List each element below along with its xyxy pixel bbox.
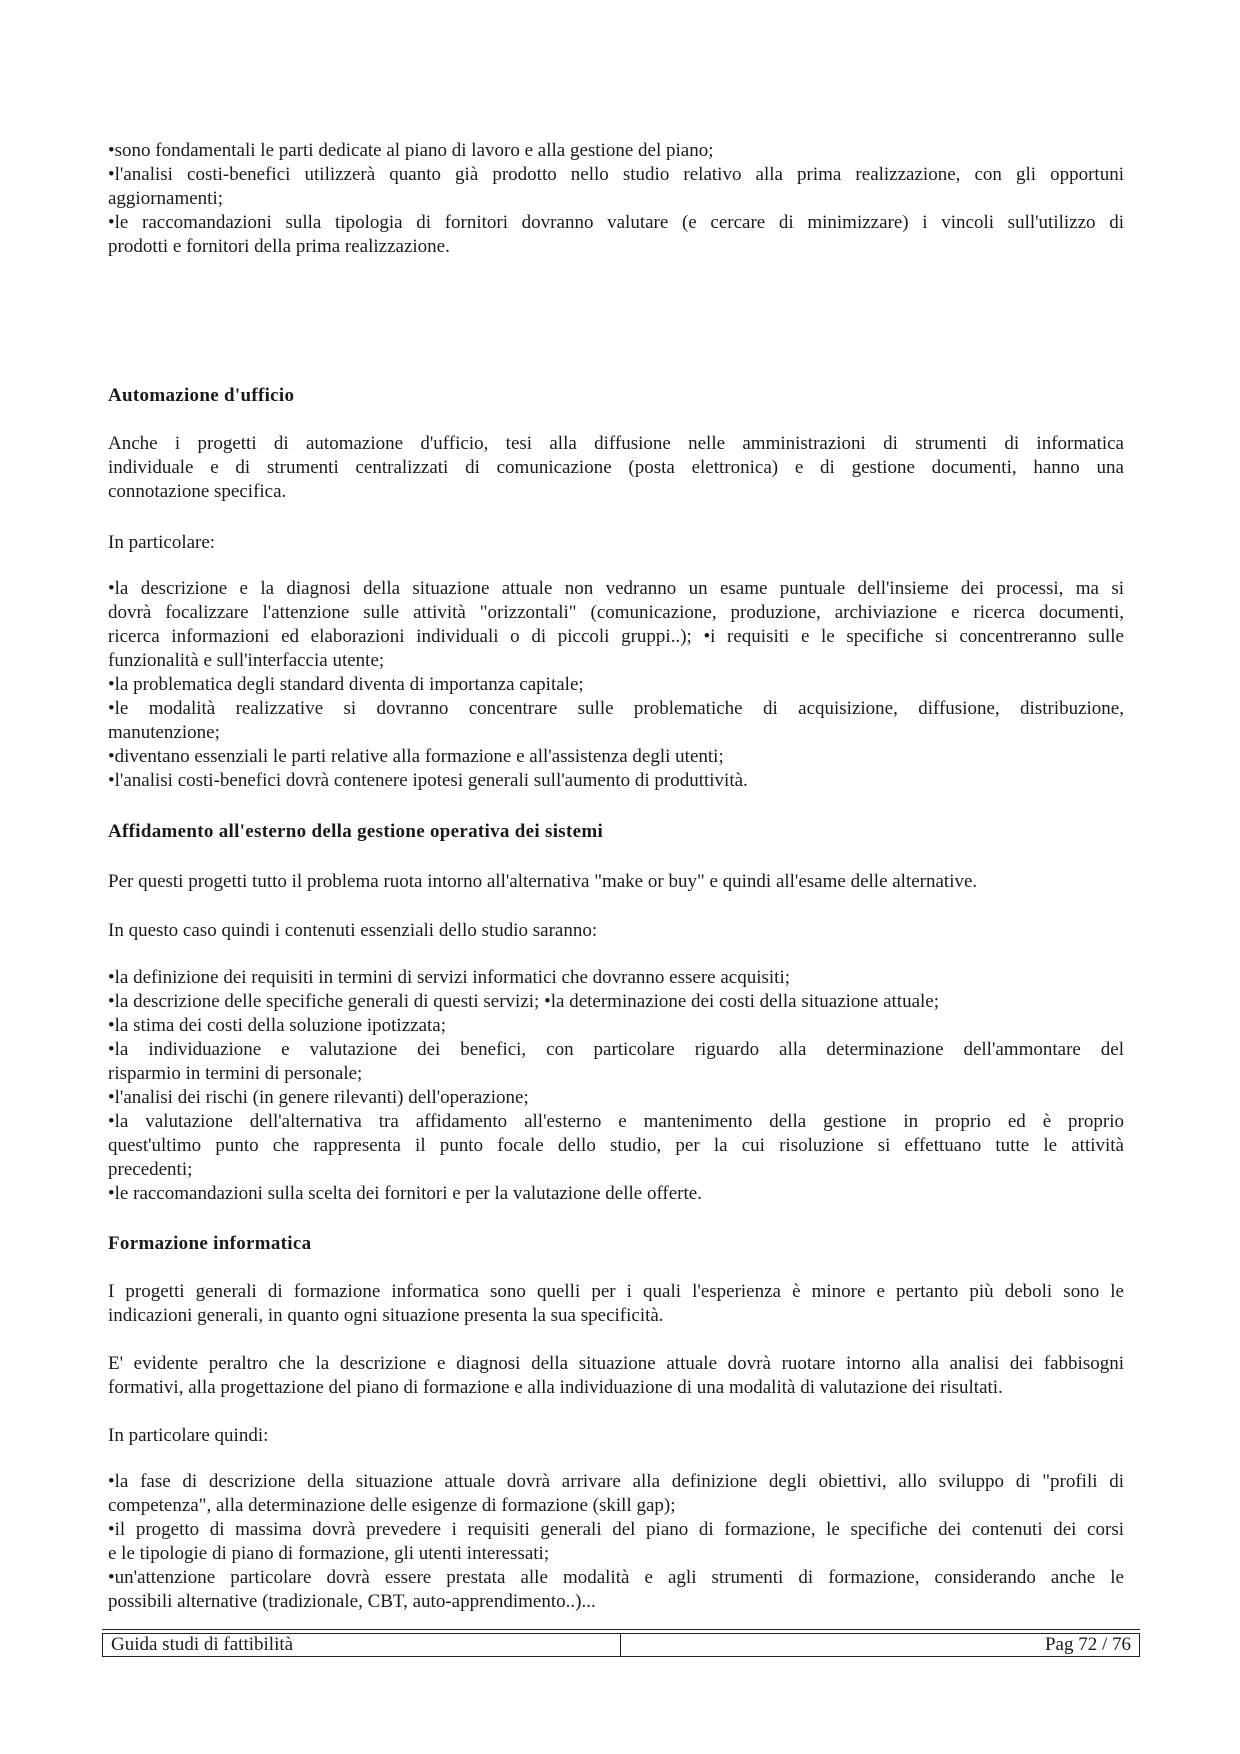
list-item: funzionalità e sull'interfaccia utente; — [108, 650, 385, 671]
section-formazione — [108, 1232, 1124, 1256]
list-item: •l'analisi costi-benefici dovrà contenere ipotesi generali sull'aumento di produttività. — [108, 770, 748, 791]
intro-list — [108, 139, 1124, 259]
section-heading: Affidamento all'esterno della gestione operativa dei sistemi — [108, 821, 604, 842]
section-automazione — [108, 384, 1124, 408]
intro-line: •sono fondamentali le parti dedicate al piano di lavoro e alla gestione del piano; — [108, 140, 714, 161]
section-heading: Automazione d'ufficio — [108, 385, 295, 406]
paragraph-line: E' evidente peraltro che la descrizione e diagnosi della situazione attuale dovrà ruotare intorno alla analisi dei fabbisogni — [108, 1353, 1124, 1374]
section2-paragraph-1 — [108, 870, 1124, 894]
footer-title: Guida studi di fattibilità — [111, 1634, 294, 1655]
section2-paragraph-2 — [108, 919, 1124, 943]
list-item: •la fase di descrizione della situazione attuale dovrà arrivare alla definizione degli obiettivi, allo sviluppo di "profili di — [108, 1471, 1124, 1492]
list-item: quest'ultimo punto che rappresenta il punto focale dello studio, per la cui risoluzione si effettuano tutte le attività — [108, 1135, 1124, 1156]
footer-rule — [102, 1629, 1140, 1630]
list-item: •il progetto di massima dovrà prevedere i requisiti generali del piano di formazione, le specifiche dei contenuti dei corsi — [108, 1519, 1124, 1540]
list-item: •la descrizione delle specifiche generali di questi servizi; •la determinazione dei costi della situazione attuale; — [108, 991, 940, 1012]
section1-paragraph-1 — [108, 432, 1124, 504]
section1-bullets — [108, 577, 1124, 793]
paragraph-line: I progetti generali di formazione informatica sono quelli per i quali l'esperienza è minore e pertanto più deboli sono le — [108, 1281, 1124, 1302]
intro-line: prodotti e fornitori della prima realizzazione. — [108, 236, 450, 257]
list-item: •la valutazione dell'alternativa tra affidamento all'esterno e mantenimento della gestione in proprio ed è proprio — [108, 1111, 1124, 1132]
list-item: •la descrizione e la diagnosi della situazione attuale non vedranno un esame puntuale dell'insieme dei processi, ma si — [108, 578, 1124, 599]
list-item: •diventano essenziali le parti relative alla formazione e all'assistenza degli utenti; — [108, 746, 724, 767]
paragraph-line: In questo caso quindi i contenuti essenziali dello studio saranno: — [108, 920, 598, 941]
intro-line: aggiornamenti; — [108, 188, 224, 209]
section3-paragraph-3 — [108, 1424, 1124, 1448]
section3-paragraph-2 — [108, 1352, 1124, 1400]
list-item: risparmio in termini di personale; — [108, 1063, 363, 1084]
page-footer — [102, 1633, 1140, 1657]
paragraph-line: In particolare: — [108, 532, 216, 553]
section3-bullets — [108, 1470, 1124, 1614]
paragraph-line: Per questi progetti tutto il problema ruota intorno all'alternativa "make or buy" e quindi all'esame delle alternative. — [108, 871, 978, 892]
footer-divider — [620, 1634, 621, 1656]
list-item: manutenzione; — [108, 722, 220, 743]
paragraph-line: formativi, alla progettazione del piano di formazione e alla individuazione di una modalità di valutazione dei risultati. — [108, 1377, 1003, 1398]
list-item: •la definizione dei requisiti in termini di servizi informatici che dovranno essere acquisiti; — [108, 967, 790, 988]
section-heading: Formazione informatica — [108, 1233, 312, 1254]
paragraph-line: In particolare quindi: — [108, 1425, 269, 1446]
list-item: •l'analisi dei rischi (in genere rilevanti) dell'operazione; — [108, 1087, 529, 1108]
list-item: precedenti; — [108, 1159, 193, 1180]
paragraph-line: individuale e di strumenti centralizzati di comunicazione (posta elettronica) e di gestione documenti, hanno una — [108, 457, 1124, 478]
paragraph-line: indicazioni generali, in quanto ogni situazione presenta la sua specificità. — [108, 1305, 664, 1326]
section3-paragraph-1 — [108, 1280, 1124, 1328]
list-item: dovrà focalizzare l'attenzione sulle attività "orizzontali" (comunicazione, produzione, archiviazione e ricerca documenti, — [108, 602, 1124, 623]
paragraph-line: connotazione specifica. — [108, 481, 287, 502]
list-item: competenza", alla determinazione delle esigenze di formazione (skill gap); — [108, 1495, 676, 1516]
list-item: •le raccomandazioni sulla scelta dei fornitori e per la valutazione delle offerte. — [108, 1183, 702, 1204]
section-affidamento — [108, 820, 1124, 844]
list-item: •la problematica degli standard diventa di importanza capitale; — [108, 674, 584, 695]
section2-bullets — [108, 966, 1124, 1206]
list-item: •le modalità realizzative si dovranno concentrare sulle problematiche di acquisizione, diffusione, distribuzione, — [108, 698, 1124, 719]
page-number: Pag 72 / 76 — [1044, 1634, 1131, 1655]
list-item: •un'attenzione particolare dovrà essere prestata alle modalità e agli strumenti di formazione, considerando anche le — [108, 1567, 1124, 1588]
paragraph-line: Anche i progetti di automazione d'ufficio, tesi alla diffusione nelle amministrazioni di strumenti di informatica — [108, 433, 1124, 454]
list-item: ricerca informazioni ed elaborazioni individuali o di piccoli gruppi..); •i requisiti e le specifiche si concentreranno sulle — [108, 626, 1124, 647]
list-item: •la individuazione e valutazione dei benefici, con particolare riguardo alla determinazione dell'ammontare del — [108, 1039, 1124, 1060]
section1-paragraph-2 — [108, 531, 1124, 555]
list-item: •la stima dei costi della soluzione ipotizzata; — [108, 1015, 446, 1036]
list-item: possibili alternative (tradizionale, CBT, auto-apprendimento..)... — [108, 1591, 596, 1612]
list-item: e le tipologie di piano di formazione, gli utenti interessati; — [108, 1543, 550, 1564]
intro-line: •l'analisi costi-benefici utilizzerà quanto già prodotto nello studio relativo alla prima realizzazione, con gli opportuni — [108, 164, 1124, 185]
intro-line: •le raccomandazioni sulla tipologia di fornitori dovranno valutare (e cercare di minimizzare) i vincoli sull'utilizzo di — [108, 212, 1124, 233]
